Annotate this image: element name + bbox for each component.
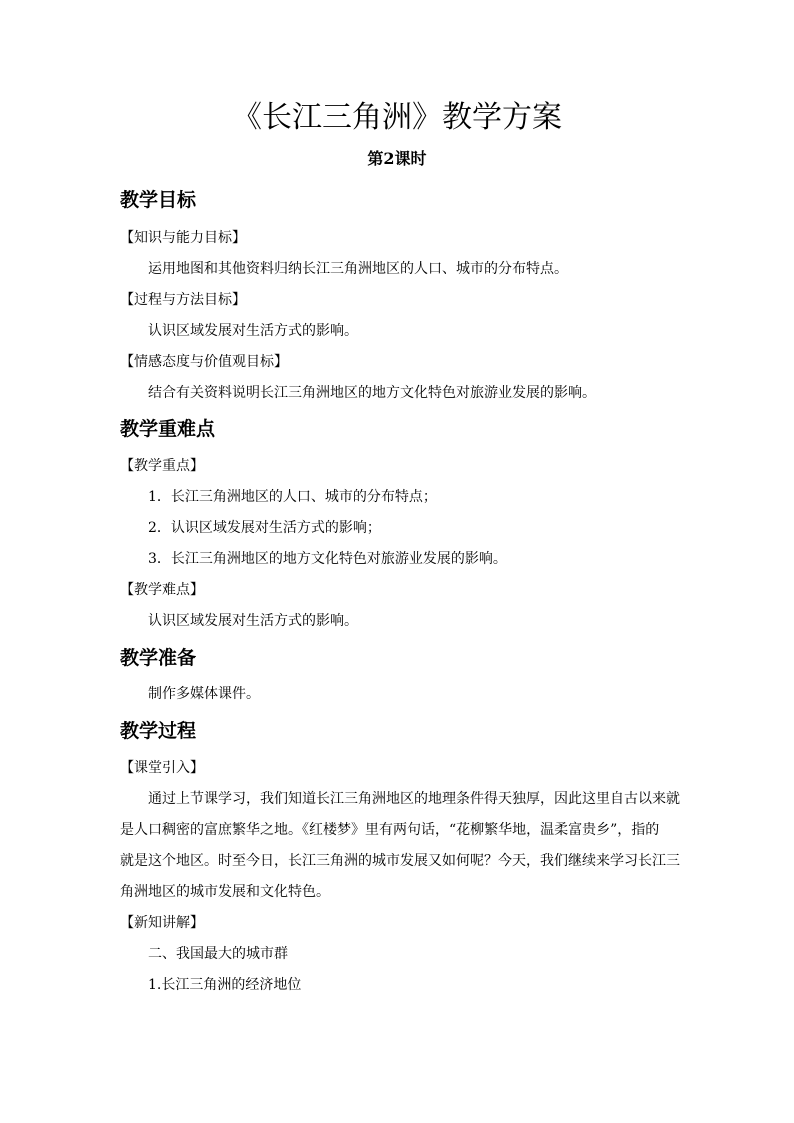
subsection-title: 1.长江三角洲的经济地位 (148, 977, 302, 993)
focus-item: 3．长江三角洲地区的地方文化特色对旅游业发展的影响。 (148, 551, 507, 567)
section-title: 二、我国最大的城市群 (148, 946, 288, 962)
new-knowledge-label: 【新知讲解】 (120, 915, 204, 931)
document-title: 《长江三角洲》教学方案 (232, 100, 562, 135)
preparation-heading: 教学准备 (120, 647, 197, 669)
process-objective-text: 认识区域发展对生活方式的影响。 (148, 323, 358, 339)
emotion-objective-label: 【情感态度与价值观目标】 (120, 354, 288, 370)
intro-line: 通过上节课学习，我们知道长江三角洲地区的地理条件得天独厚，因此这里自古以来就 (148, 791, 680, 807)
preparation-text: 制作多媒体课件。 (148, 686, 260, 702)
intro-line: 是人口稠密的富庶繁华之地。《红楼梦》里有两句话，“花柳繁华地，温柔富贵乡”，指的 (120, 822, 660, 838)
intro-line: 角洲地区的城市发展和文化特色。 (120, 884, 330, 900)
difficulty-label: 【教学难点】 (120, 582, 204, 598)
knowledge-objective-label: 【知识与能力目标】 (120, 230, 246, 246)
intro-label: 【课堂引入】 (120, 760, 204, 776)
focus-label: 【教学重点】 (120, 458, 204, 474)
keypoints-heading: 教学重难点 (120, 418, 216, 440)
objectives-heading: 教学目标 (120, 189, 197, 211)
knowledge-objective-text: 运用地图和其他资料归纳长江三角洲地区的人口、城市的分布特点。 (148, 261, 568, 277)
lesson-number: 第2课时 (367, 149, 427, 168)
process-heading: 教学过程 (120, 720, 197, 742)
difficulty-text: 认识区域发展对生活方式的影响。 (148, 613, 358, 629)
focus-item: 1．长江三角洲地区的人口、城市的分布特点； (148, 489, 437, 505)
intro-line: 就是这个地区。时至今日，长江三角洲的城市发展又如何呢？今天，我们继续来学习长江三 (120, 853, 680, 869)
emotion-objective-text: 结合有关资料说明长江三角洲地区的地方文化特色对旅游业发展的影响。 (148, 385, 596, 401)
process-objective-label: 【过程与方法目标】 (120, 292, 246, 308)
focus-item: 2．认识区域发展对生活方式的影响； (148, 520, 381, 536)
